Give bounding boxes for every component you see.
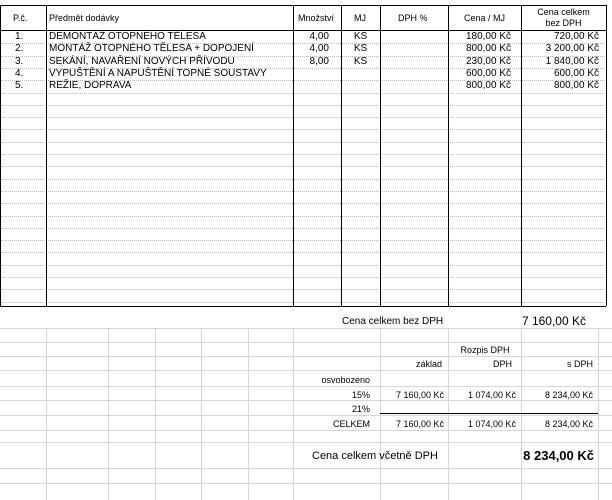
- row-separator: [1, 265, 605, 266]
- row-separator: [1, 216, 605, 217]
- header-qty: Množství: [298, 13, 335, 23]
- total-excl-label: Cena celkem bez DPH: [342, 316, 444, 327]
- row-separator: [1, 117, 605, 118]
- row-separator: [1, 302, 605, 303]
- header-pc: P.č.: [13, 13, 28, 23]
- item-unit-price: 600,00 Kč: [465, 68, 511, 79]
- vat-row-with-vat: 8 234,00 Kč: [544, 390, 593, 400]
- vat-breakdown-title: Rozpis DPH: [460, 345, 510, 355]
- row-separator: [1, 166, 605, 167]
- row-separator: [1, 142, 605, 143]
- item-pc: 4.: [15, 68, 24, 79]
- header-vat-pct: DPH %: [398, 13, 428, 23]
- item-subject: MONTÁŽ OTOPNÉHO TĚLESA + DOPOJENÍ: [49, 43, 254, 54]
- item-pc: 1.: [15, 31, 24, 42]
- row-separator: [1, 179, 605, 180]
- item-qty: 4,00: [309, 43, 329, 54]
- header-total-line1: Cena celkem: [537, 7, 590, 17]
- item-subject: DEMONTÁŽ OTOPNÉHO TĚLESA: [49, 31, 206, 42]
- vat-total-with-vat: 8 234,00 Kč: [544, 419, 593, 429]
- header-unit: MJ: [354, 13, 366, 23]
- row-separator: [1, 93, 605, 94]
- vat-row-label: 21%: [351, 404, 370, 414]
- vat-row-label: 15%: [351, 390, 370, 400]
- header-subject: Předmět dodávky: [49, 13, 120, 23]
- item-total: 600,00 Kč: [553, 68, 599, 79]
- total-incl-label: Cena celkem včetně DPH: [312, 450, 438, 462]
- item-qty: 8,00: [309, 56, 329, 67]
- row-separator: [1, 105, 605, 106]
- item-qty: 4,00: [309, 31, 329, 42]
- vat-row-base: 7 160,00 Kč: [395, 390, 444, 400]
- item-pc: 2.: [15, 43, 24, 54]
- item-subject: REŽIE, DOPRAVA: [49, 80, 132, 91]
- header-unit-price: Cena / MJ: [464, 13, 506, 23]
- item-unit-price: 230,00 Kč: [465, 56, 511, 67]
- item-unit: KS: [353, 43, 368, 54]
- row-separator: [1, 203, 605, 204]
- row-separator: [1, 191, 605, 192]
- item-pc: 3.: [15, 56, 24, 67]
- item-total: 800,00 Kč: [553, 80, 599, 91]
- item-total: 720,00 Kč: [553, 31, 599, 42]
- row-separator: [1, 277, 605, 278]
- item-pc: 5.: [15, 80, 24, 91]
- vat-row-label: osvobozeno: [321, 375, 370, 385]
- vat-total-label: CELKEM: [332, 419, 370, 429]
- col-vat: DPH: [492, 359, 512, 369]
- row-separator: [1, 289, 605, 290]
- item-subject: VYPUŠTĚNÍ A NAPUŠTĚNÍ TOPNÉ SOUSTAVY: [49, 68, 267, 79]
- col-with-vat: s DPH: [566, 359, 593, 369]
- item-unit-price: 180,00 Kč: [465, 31, 511, 42]
- row-separator: [1, 228, 605, 229]
- header-total-line2: bez DPH: [545, 18, 582, 28]
- col-base: základ: [415, 359, 442, 369]
- row-separator: [1, 154, 605, 155]
- total-incl-value: 8 234,00 Kč: [523, 448, 594, 463]
- item-total: 1 840,00 Kč: [545, 56, 599, 67]
- row-separator: [1, 252, 605, 253]
- vat-total-base: 7 160,00 Kč: [395, 419, 444, 429]
- row-separator: [1, 129, 605, 130]
- item-unit-price: 800,00 Kč: [465, 43, 511, 54]
- item-unit: KS: [353, 31, 368, 42]
- vat-total-vat: 1 074,00 Kč: [467, 419, 516, 429]
- row-separator: [1, 240, 605, 241]
- item-total: 3 200,00 Kč: [545, 43, 599, 54]
- item-unit-price: 800,00 Kč: [465, 80, 511, 91]
- item-unit: KS: [353, 56, 368, 67]
- total-excl-value: 7 160,00 Kč: [521, 314, 586, 328]
- vat-row-vat: 1 074,00 Kč: [467, 390, 516, 400]
- item-subject: SEKÁNÍ, NAVAŘENÍ NOVÝCH PŘÍVODU: [49, 56, 235, 67]
